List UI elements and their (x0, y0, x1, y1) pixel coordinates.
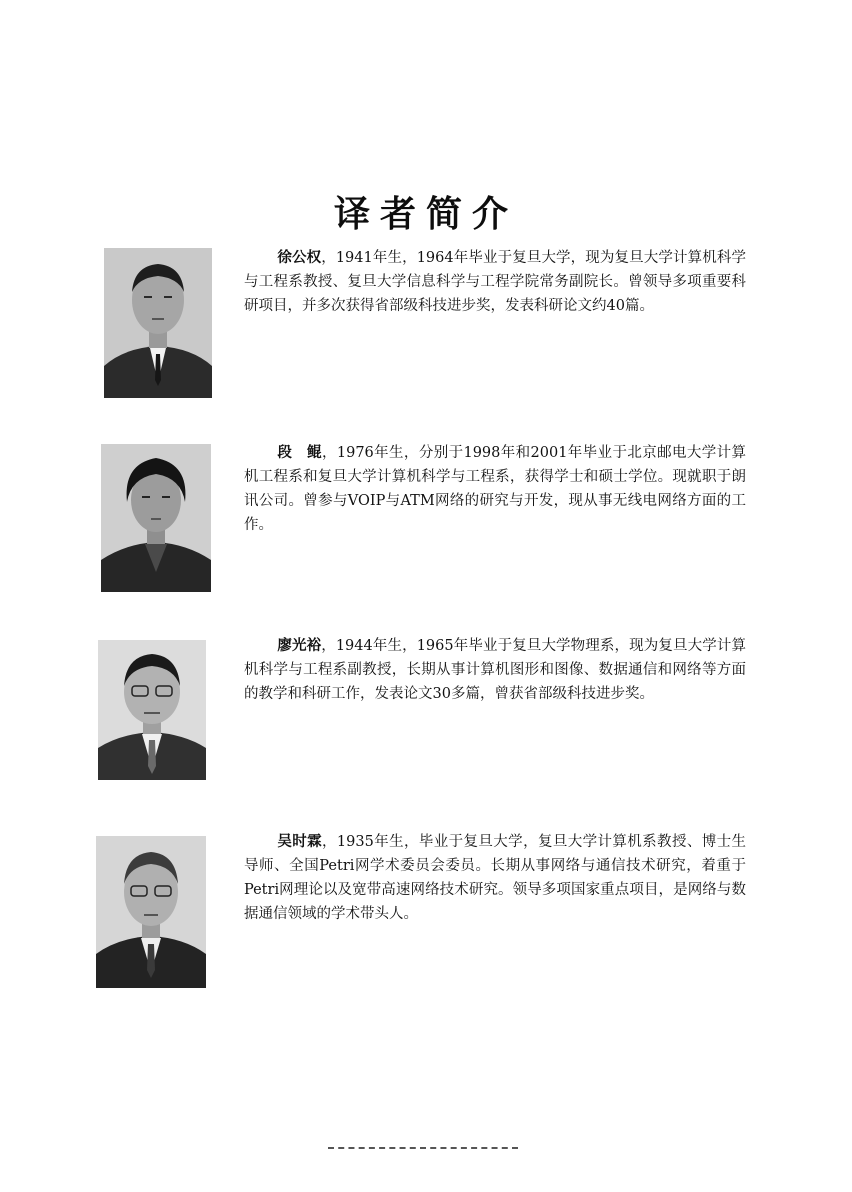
translator-bio (244, 634, 746, 706)
translator-name: 吴时霖 (277, 834, 323, 850)
translator-name: 徐公权 (277, 250, 322, 266)
portrait-photo (98, 640, 206, 780)
translator-bio-text: ，1976年生，分别于1998年和2001年毕业于北京邮电大学计算机工程系和复旦大学计算机科学与工程系，获得学士和硕士学位。现就职于朗讯公司。曾参与VOIP与ATM网络的研究与开发，现从事无线电网络方面的工作。 (244, 445, 747, 533)
page-title: 译者简介 (333, 194, 518, 235)
translator-bio-text: ，1935年生，毕业于复旦大学，复旦大学计算机系教授、博士生导师、全国Petri网学术委员会委员。长期从事网络与通信技术研究，着重于Petri网理论以及宽带高速网络技术研究。领导多项国家重点项目，是网络与数据通信领域的学术带头人。 (244, 834, 747, 922)
translator-bio (244, 830, 746, 926)
footer-divider (328, 1147, 518, 1151)
portrait-photo (104, 248, 212, 398)
translator-name: 廖光裕 (277, 638, 322, 654)
translator-bio (244, 441, 746, 537)
portrait-photo (96, 836, 206, 988)
translator-bio-text: ，1944年生，1965年毕业于复旦大学物理系，现为复旦大学计算机科学与工程系副教授，长期从事计算机图形和图像、数据通信和网络等方面的教学和科研工作，发表论文30多篇，曾获省部级科技进步奖。 (244, 638, 746, 702)
portrait-photo (101, 444, 211, 592)
translator-name: 段 鲲 (277, 445, 322, 461)
translator-bio (244, 246, 746, 318)
translator-bio-text: ，1941年生，1964年毕业于复旦大学，现为复旦大学计算机科学与工程系教授、复旦大学信息科学与工程学院常务副院长。曾领导多项重要科研项目，并多次获得省部级科技进步奖，发表科研论文约40篇。 (244, 250, 746, 314)
